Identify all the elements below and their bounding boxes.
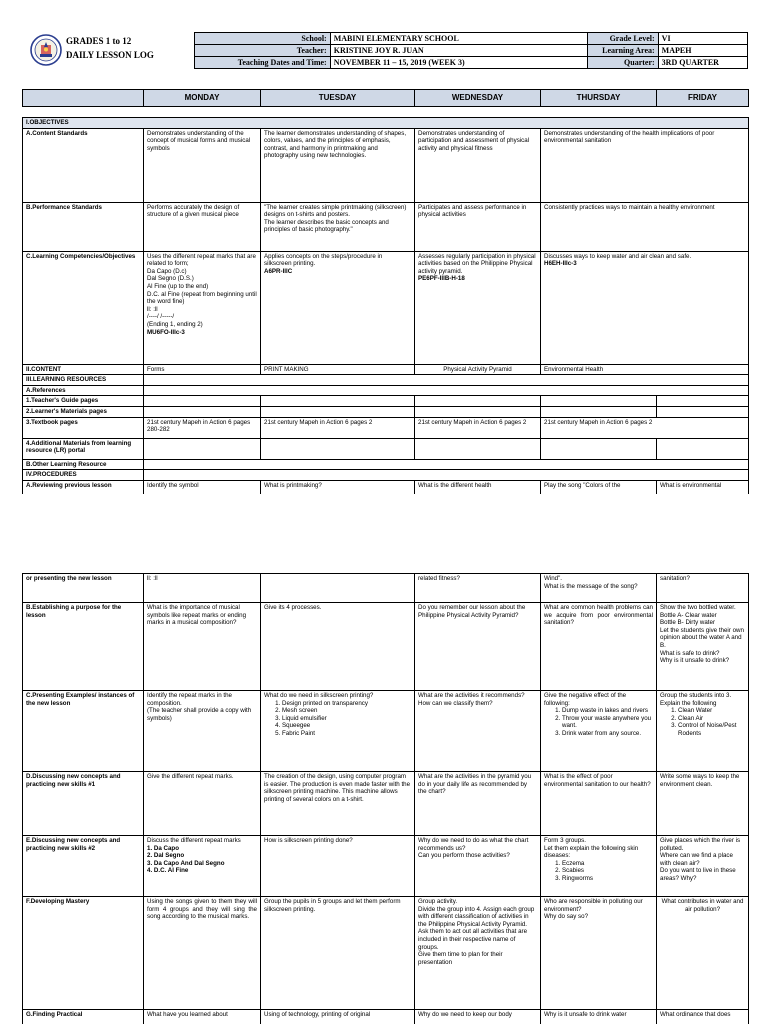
row-discussing2 bbox=[23, 836, 749, 897]
row-examples bbox=[23, 691, 749, 772]
row-content bbox=[23, 364, 749, 375]
day-header-row bbox=[23, 90, 749, 107]
content-monday: Forms bbox=[144, 364, 261, 375]
row-textbook bbox=[23, 417, 749, 438]
dll-header bbox=[22, 32, 748, 68]
lesson-table-page1 bbox=[22, 89, 749, 494]
ex-thursday bbox=[541, 691, 657, 772]
ex-friday bbox=[657, 691, 749, 772]
ma-thu-line2: Why do say so? bbox=[544, 913, 589, 921]
pu-fri-line1: Show the two bottled water. bbox=[660, 604, 736, 611]
lc-mon-line7: /----/ /-----/ bbox=[147, 313, 175, 321]
presenting-label: or presenting the new lesson bbox=[23, 574, 144, 603]
day-wednesday: WEDNESDAY bbox=[415, 90, 541, 107]
d1-monday: Give the different repeat marks. bbox=[144, 772, 261, 836]
ex-mon-line1: Identify the repeat marks in the composition. bbox=[147, 692, 232, 707]
d2-monday bbox=[144, 836, 261, 897]
lm-tue bbox=[261, 406, 415, 417]
tb-wednesday: 21st century Mapeh in Action 6 pages 2 bbox=[415, 417, 541, 438]
objectives-label: I.OBJECTIVES bbox=[23, 118, 749, 129]
d2-tuesday: How is silkscreen printing done? bbox=[261, 836, 415, 897]
lm-thu bbox=[541, 406, 657, 417]
ex-tue-text: What do we need in silkscreen printing? bbox=[264, 692, 374, 699]
area-label: Learning Area: bbox=[587, 45, 658, 57]
fi-tuesday: Using of technology, printing of original bbox=[261, 1010, 415, 1024]
other-label: B.Other Learning Resource bbox=[23, 459, 144, 470]
ps-tuesday-line2: The learner describes the basic concepts and principles of basic photography." bbox=[264, 218, 389, 234]
lc-mon-line6: ll: :ll bbox=[147, 305, 158, 313]
lesson-table-page2 bbox=[22, 573, 749, 1024]
row-finding bbox=[23, 1010, 749, 1024]
lc-wed-text: Assesses regularly participation in physical activities based on the Philippine Physical activity pyramid. bbox=[418, 252, 536, 275]
ex-tue-list bbox=[264, 700, 411, 738]
ma-wednesday bbox=[415, 897, 541, 1010]
pc-tuesday bbox=[261, 574, 415, 603]
ma-friday: What contributes in water and air pollution? bbox=[657, 897, 749, 1010]
row-procedures bbox=[23, 470, 749, 481]
rev-wednesday: What is the different health bbox=[415, 480, 541, 494]
fi-wednesday: Why do we need to keep our body bbox=[415, 1010, 541, 1024]
dates-value: NOVEMBER 11 – 15, 2019 (WEEK 3) bbox=[330, 57, 587, 69]
performance-standards-label: B.Performance Standards bbox=[23, 202, 144, 251]
add-mon bbox=[144, 438, 261, 459]
pc-thu-line2: What is the message of the song? bbox=[544, 582, 638, 590]
list-item: 2. Throw your waste anywhere you want. bbox=[562, 715, 653, 730]
pu-fri-line2: Bottle A- Clear water bbox=[660, 611, 717, 619]
title-dll: DAILY LESSON LOG bbox=[66, 50, 154, 60]
d2-thu-line1: Form 3 groups. bbox=[544, 837, 586, 844]
lc-tue-code: A6PR-IIIC bbox=[264, 267, 293, 275]
list-item: 1. Eczema bbox=[562, 860, 653, 868]
list-item: 1. Design printed on transparency bbox=[282, 700, 411, 708]
ma-tuesday: Group the pupils in 5 groups and let them perform silkscreen printing. bbox=[261, 897, 415, 1010]
lc-thursday-friday bbox=[541, 251, 749, 364]
ex-thu-text: Give the negative effect of the following: bbox=[544, 692, 627, 707]
mastery-label: F.Developing Mastery bbox=[23, 897, 144, 1010]
lc-tue-text: Applies concepts on the steps/procedure in silkscreen printing. bbox=[264, 252, 383, 268]
lm-wed bbox=[415, 406, 541, 417]
pc-monday: ll: :ll bbox=[144, 574, 261, 603]
header-info-table bbox=[194, 32, 748, 69]
lc-mon-line3: Dal Segno (D.S.) bbox=[147, 275, 194, 283]
grade-value: VI bbox=[658, 33, 747, 45]
rev-friday: What is environmental bbox=[657, 480, 749, 494]
row-references bbox=[23, 385, 749, 396]
lm-pages-label: 2.Learner's Materials pages bbox=[23, 406, 144, 417]
tg-pages-label: 1.Teacher's Guide pages bbox=[23, 396, 144, 407]
cs-wednesday: Demonstrates understanding of participation and assessment of physical activity and physical fitness bbox=[415, 128, 541, 202]
tg-fri bbox=[657, 396, 749, 407]
pu-tuesday: Give its 4 processes. bbox=[261, 603, 415, 691]
row-performance-standards bbox=[23, 202, 749, 251]
content-thursday-friday: Environmental Health bbox=[541, 364, 749, 375]
list-item: 3. Control of Noise/Pest Rodents bbox=[678, 722, 745, 737]
cs-tuesday: The learner demonstrates understanding of shapes, colors, values, and the principles of emphasis, contrast, and harmony in printmaking and photography using new technologies. bbox=[261, 128, 415, 202]
list-item: 1. Dump waste in lakes and rivers bbox=[562, 707, 653, 715]
row-competencies bbox=[23, 251, 749, 364]
d1-friday: Write some ways to keep the environment clean. bbox=[657, 772, 749, 836]
d1-wednesday: What are the activities in the pyramid you do in your daily life as recommended by the chart? bbox=[415, 772, 541, 836]
ps-monday: Performs accurately the design of structure of a given musical piece bbox=[144, 202, 261, 251]
ps-wednesday: Participates and assess performance in physical activities bbox=[415, 202, 541, 251]
tg-mon bbox=[144, 396, 261, 407]
lc-mon-line1: Uses the different repeat marks that are related to form; bbox=[147, 252, 256, 268]
content-tuesday: PRINT MAKING bbox=[261, 364, 415, 375]
add-wed bbox=[415, 438, 541, 459]
grade-label: Grade Level: bbox=[587, 33, 658, 45]
d2-mon-text: Discuss the different repeat marks bbox=[147, 837, 241, 844]
d2-wednesday bbox=[415, 836, 541, 897]
textbook-label: 3.Textbook pages bbox=[23, 417, 144, 438]
row-other-resources bbox=[23, 459, 749, 470]
row-discussing1 bbox=[23, 772, 749, 836]
day-tuesday: TUESDAY bbox=[261, 90, 415, 107]
row-presenting-cont bbox=[23, 574, 749, 603]
list-item: 2. Clean Air bbox=[678, 715, 745, 723]
examples-label: C.Presenting Examples/ instances of the new lesson bbox=[23, 691, 144, 772]
d1-tuesday: The creation of the design, using computer program is easier. The production is even made faster with the silkscreen printing machine. This machine allows printing of several colors on a t-shirt. bbox=[261, 772, 415, 836]
finding-label: G.Finding Practical bbox=[23, 1010, 144, 1024]
ma-wed-line4: Give them time to plan for their presentation bbox=[418, 951, 503, 966]
rev-tuesday: What is printmaking? bbox=[261, 480, 415, 494]
content-wednesday: Physical Activity Pyramid bbox=[415, 364, 541, 375]
pu-fri-line5: What is safe to drink? bbox=[660, 649, 720, 657]
lc-wednesday bbox=[415, 251, 541, 364]
pc-wednesday: related fitness? bbox=[415, 574, 541, 603]
discussing1-label: D.Discussing new concepts and practicing new skills #1 bbox=[23, 772, 144, 836]
d1-thursday: What is the effect of poor environmental sanitation to our health? bbox=[541, 772, 657, 836]
dates-label: Teaching Dates and Time: bbox=[195, 57, 331, 69]
ma-thursday bbox=[541, 897, 657, 1010]
pc-thu-line1: Wind". bbox=[544, 575, 563, 582]
row-tg-pages bbox=[23, 396, 749, 407]
list-item: 3. Liquid emulsifier bbox=[282, 715, 411, 723]
ma-thu-line1: Who are responsible in polluting our environment? bbox=[544, 898, 643, 913]
reviewing-label: A.Reviewing previous lesson bbox=[23, 480, 144, 494]
d2-fri-line2: Where can we find a place with clean air? bbox=[660, 852, 733, 867]
d2-wed-line1: Why do we need to do as what the chart recommends us? bbox=[418, 837, 529, 852]
d2-fri-line1: Give places which the river is polluted. bbox=[660, 837, 741, 852]
row-additional bbox=[23, 438, 749, 459]
ma-wed-line3: Ask them to act out all activities that are included in their respective name of groups. bbox=[418, 928, 528, 951]
lc-mon-code: MU6FO-IIIc-3 bbox=[147, 328, 185, 336]
ex-mon-line2: (The teacher shall provide a copy with symbols) bbox=[147, 707, 252, 722]
ps-tuesday bbox=[261, 202, 415, 251]
cs-thursday-friday: Demonstrates understanding of the health implications of poor environmental sanitation bbox=[541, 128, 749, 202]
list-item: 1. Da Capo bbox=[147, 844, 179, 852]
list-item: 3. Ringworms bbox=[562, 875, 653, 883]
d2-thu-line2: Let them explain the following skin diseases: bbox=[544, 844, 639, 860]
tb-thursday-friday: 21st century Mapeh in Action 6 pages 2 bbox=[541, 417, 749, 438]
ex-tuesday bbox=[261, 691, 415, 772]
list-item: 1. Clean Water bbox=[678, 707, 745, 715]
row-content-standards bbox=[23, 128, 749, 202]
cs-monday: Demonstrates understanding of the concept of musical forms and musical symbols bbox=[144, 128, 261, 202]
row-mastery bbox=[23, 897, 749, 1010]
ex-fri-list bbox=[660, 707, 745, 737]
tb-tuesday: 21st century Mapeh in Action 6 pages 2 bbox=[261, 417, 415, 438]
add-thu bbox=[541, 438, 657, 459]
school-value: MABINI ELEMENTARY SCHOOL bbox=[330, 33, 587, 45]
list-item: 2. Scabies bbox=[562, 867, 653, 875]
lc-wed-code: PE6PF-IIIB-H-18 bbox=[418, 275, 465, 283]
lc-tuesday bbox=[261, 251, 415, 364]
lc-mon-line8: (Ending 1, ending 2) bbox=[147, 320, 203, 328]
day-thursday: THURSDAY bbox=[541, 90, 657, 107]
tb-monday: 21st century Mapeh in Action 6 pages 280-282 bbox=[144, 417, 261, 438]
discussing2-label: E.Discussing new concepts and practicing new skills #2 bbox=[23, 836, 144, 897]
add-fri bbox=[657, 438, 749, 459]
ma-monday: Using the songs given to them they will form 4 groups and they will sing the song according to the musical marks. bbox=[144, 897, 261, 1010]
lc-mon-line5: D.C. al Fine (repeat from beginning until the word fine) bbox=[147, 290, 257, 306]
pu-wednesday: Do you remember our lesson about the Philippine Physical Activity Pyramid? bbox=[415, 603, 541, 691]
lc-monday bbox=[144, 251, 261, 364]
tg-wed bbox=[415, 396, 541, 407]
ex-fri-text: Group the students into 3. Explain the following bbox=[660, 692, 732, 707]
fi-friday: What ordinance that does bbox=[657, 1010, 749, 1024]
list-item: 2. Mesh screen bbox=[282, 707, 411, 715]
list-item: 4. Squeegee bbox=[282, 722, 411, 730]
pc-thursday bbox=[541, 574, 657, 603]
competencies-label: C.Learning Competencies/Objectives bbox=[23, 251, 144, 364]
list-item: 5. Fabric Paint bbox=[282, 730, 411, 738]
area-value: MAPEH bbox=[658, 45, 747, 57]
tg-thu bbox=[541, 396, 657, 407]
rev-thursday: Play the song "Colors of the bbox=[541, 480, 657, 494]
references-empty bbox=[144, 385, 749, 396]
fi-thursday: Why is it unsafe to drink water bbox=[541, 1010, 657, 1024]
ex-monday bbox=[144, 691, 261, 772]
pu-thursday: What are common health problems can we acquire from poor environmental sanitation? bbox=[541, 603, 657, 691]
d2-wed-line2: Can you perform those activities? bbox=[418, 852, 510, 860]
deped-seal-icon bbox=[30, 34, 62, 66]
lc-thu-text: Discusses ways to keep water and air clean and safe. bbox=[544, 252, 692, 260]
quarter-label: Quarter: bbox=[587, 57, 658, 69]
rev-monday: Identify the symbol bbox=[144, 480, 261, 494]
lc-mon-line2: Da Capo (D.c) bbox=[147, 267, 187, 275]
pu-monday: What is the importance of musical symbols like repeat marks or ending marks in a musical composition? bbox=[144, 603, 261, 691]
row-resources bbox=[23, 375, 749, 386]
lc-thu-code: H6EH-IIIc-3 bbox=[544, 260, 577, 268]
ex-wednesday bbox=[415, 691, 541, 772]
tg-tue bbox=[261, 396, 415, 407]
pu-fri-line6: Why is it unsafe to drink? bbox=[660, 657, 730, 665]
list-item: 3. Drink water from any source. bbox=[562, 730, 653, 738]
pc-friday: sanitation? bbox=[657, 574, 749, 603]
list-item: 4. D.C. Al Fine bbox=[147, 867, 189, 875]
ex-wed-line1: What are the activities it recommends? bbox=[418, 692, 525, 699]
other-empty bbox=[144, 459, 749, 470]
content-standards-label: A.Content Standards bbox=[23, 128, 144, 202]
add-tue bbox=[261, 438, 415, 459]
list-item: 3. Da Capo And Dal Segno bbox=[147, 859, 225, 867]
resources-label: III.LEARNING RESOURCES bbox=[23, 375, 144, 386]
ex-wed-line2: How can we classify them? bbox=[418, 699, 493, 707]
teacher-label: Teacher: bbox=[195, 45, 331, 57]
references-label: A.References bbox=[23, 385, 144, 396]
row-reviewing bbox=[23, 480, 749, 494]
day-friday: FRIDAY bbox=[657, 90, 749, 107]
list-item: 2. Dal Segno bbox=[147, 852, 185, 860]
spacer-row bbox=[23, 107, 749, 118]
ma-wed-line1: Group activity. bbox=[418, 898, 458, 905]
pu-friday bbox=[657, 603, 749, 691]
row-objectives bbox=[23, 118, 749, 129]
fi-monday: What have you learned about bbox=[144, 1010, 261, 1024]
procedures-empty bbox=[144, 470, 749, 481]
d2-thu-list bbox=[544, 860, 653, 883]
lc-mon-line4: Al Fine (up to the end) bbox=[147, 282, 209, 290]
day-monday: MONDAY bbox=[144, 90, 261, 107]
pu-fri-line4: Let the students give their own opinion about the water A and B. bbox=[660, 626, 744, 649]
header-title bbox=[66, 34, 194, 66]
title-grades: GRADES 1 to 12 bbox=[66, 36, 132, 46]
procedures-label: IV.PROCEDURES bbox=[23, 470, 144, 481]
ps-tuesday-line1: "The learner creates simple printmaking (silkscreen) designs on t-shirts and posters. bbox=[264, 203, 407, 219]
d2-thursday bbox=[541, 836, 657, 897]
additional-label: 4.Additional Materials from learning resource (LR) portal bbox=[23, 438, 144, 459]
lm-mon bbox=[144, 406, 261, 417]
teacher-value: KRISTINE JOY R. JUAN bbox=[330, 45, 587, 57]
row-lm-pages bbox=[23, 406, 749, 417]
d2-friday bbox=[657, 836, 749, 897]
quarter-value: 3RD QUARTER bbox=[658, 57, 747, 69]
content-label: II.CONTENT bbox=[23, 364, 144, 375]
ma-wed-line2: Divide the group into 4. Assign each group with different classification of activities in the Philippine Physical Activity Pyramid. bbox=[418, 905, 535, 928]
school-label: School: bbox=[195, 33, 331, 45]
corner-cell bbox=[23, 90, 144, 107]
pu-fri-line3: Bottle B- Dirty water bbox=[660, 619, 716, 627]
lm-fri bbox=[657, 406, 749, 417]
resources-empty bbox=[144, 375, 749, 386]
ps-thursday-friday: Consistently practices ways to maintain a healthy environment bbox=[541, 202, 749, 251]
purpose-label: B.Establishing a purpose for the lesson bbox=[23, 603, 144, 691]
ex-thu-list bbox=[544, 707, 653, 737]
d2-fri-line3: Do you want to live in these areas? Why? bbox=[660, 867, 736, 882]
row-purpose bbox=[23, 603, 749, 691]
